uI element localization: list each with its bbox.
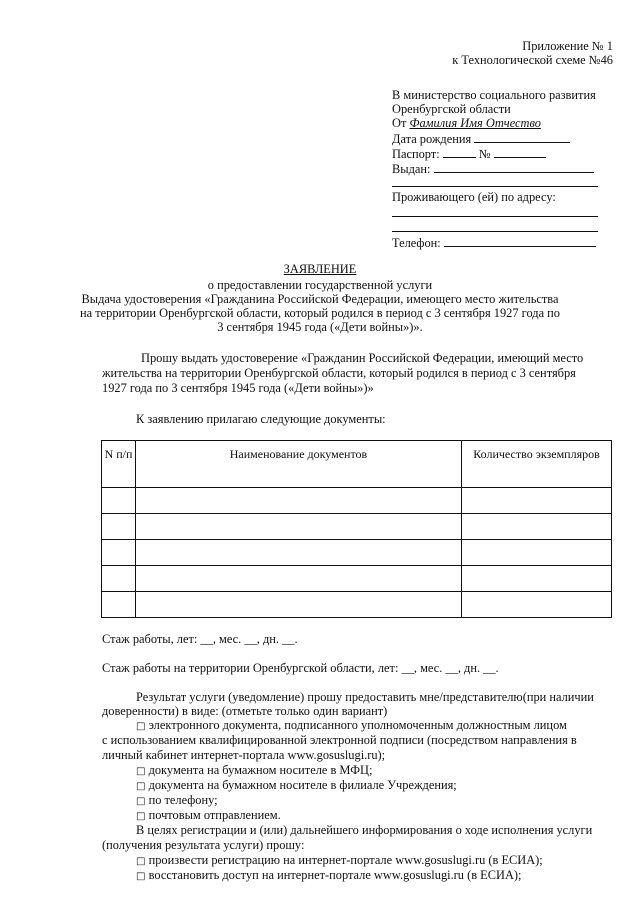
option-register-label: произвести регистрацию на интернет-портале www.gosuslugi.ru (в ЕСИА); [148,853,543,867]
option-post[interactable] [136,808,281,824]
table-row [102,540,612,566]
option-electronic-document[interactable] [136,718,567,734]
table-cell-document[interactable] [136,540,462,566]
table-header-row [102,441,612,488]
registration-intro-1: В целях регистрации и (или) дальнейшего информирования о ходе исполнения услуги [136,823,593,837]
request-line-1: Прошу выдать удостоверение «Гражданин Российской Федерации, имеющий место [141,351,584,365]
passport-number-label: № [478,147,491,161]
residence-line-2[interactable] [392,231,598,232]
checkbox-icon[interactable]: □ [136,766,146,777]
issued-label: Выдан: [392,162,431,176]
option-phone[interactable] [136,793,218,809]
checkbox-icon[interactable]: □ [136,856,146,867]
option-paper-mfc[interactable] [136,763,372,779]
table-cell-number[interactable] [102,488,136,514]
from-prefix: От [392,116,407,130]
table-cell-number[interactable] [102,592,136,618]
birth-date-blank[interactable] [474,130,570,143]
passport-field [392,145,546,161]
birth-date-field [392,130,570,146]
issued-blank[interactable] [434,160,594,173]
title-subtitle-1: о предоставлении государственной услуги [207,278,433,292]
table-cell-document[interactable] [136,514,462,540]
table-cell-number[interactable] [102,566,136,592]
passport-series-blank[interactable] [443,145,476,158]
option-phone-label: по телефону; [148,793,218,807]
addressee-line-2: Оренбургской области [392,102,511,116]
table-cell-number[interactable] [102,540,136,566]
column-header-copies: Количество экземпляров [462,441,612,488]
attachments-intro: К заявлению прилагаю следующие документы: [136,412,386,426]
table-cell-document[interactable] [136,592,462,618]
registration-intro-2: (получения результата услуги) прошу: [102,838,305,852]
option-paper-branch-label: документа на бумажном носителе в филиале Учреждения; [148,778,457,792]
table-row [102,514,612,540]
table-row [102,566,612,592]
column-header-number: N п/п [102,441,136,488]
appendix-label: Приложение № 1 [522,39,613,53]
option-restore-label: восстановить доступ на интернет-портале www.gosuslugi.ru (в ЕСИА); [148,868,522,882]
passport-number-blank[interactable] [494,145,546,158]
title-subtitle-2: Выдача удостоверения «Гражданина Российской Федерации, имеющего место жительства [81,292,559,306]
scheme-label: к Технологической схеме №46 [452,53,613,67]
issued-second-line[interactable] [392,186,598,187]
documents-table [101,440,612,618]
table-row [102,488,612,514]
option-paper-branch[interactable] [136,778,457,794]
option-electronic-continued-1: с использованием квалифицированной электронной подписи (посредством направления в [102,733,577,747]
checkbox-icon[interactable]: □ [136,796,146,807]
regional-experience-field[interactable]: Стаж работы на территории Оренбургской области, лет: __, мес. __, дн. __. [102,661,499,675]
total-experience-field[interactable]: Стаж работы, лет: __, мес. __, дн. __. [102,632,298,646]
option-electronic-continued-2: личный кабинет интернет-портала www.gosuslugi.ru); [102,748,386,762]
issued-field [392,160,594,176]
addressee-line-1: В министерство социального развития [392,88,596,102]
passport-label: Паспорт: [392,147,440,161]
checkbox-icon[interactable]: □ [136,781,146,792]
table-cell-copies[interactable] [462,566,612,592]
residence-line-1[interactable] [392,216,598,217]
phone-field [392,234,596,250]
table-row [102,592,612,618]
option-post-label: почтовым отправлением. [148,808,281,822]
option-restore[interactable] [136,868,521,884]
checkbox-icon[interactable]: □ [136,721,146,732]
table-cell-document[interactable] [136,488,462,514]
option-paper-mfc-label: документа на бумажном носителе в МФЦ; [148,763,373,777]
table-cell-copies[interactable] [462,540,612,566]
result-intro-2: доверенности) в виде: (отметьте только один вариант) [102,704,388,718]
title-subtitle-3: на территории Оренбургской области, который родился в период с 3 сентября 1927 года по [79,306,561,320]
title-subtitle-4: 3 сентября 1945 года («Дети войны»)». [217,320,423,334]
table-cell-number[interactable] [102,514,136,540]
from-line [392,116,541,130]
residence-label: Проживающего (ей) по адресу: [392,190,556,204]
column-header-document-name: Наименование документов [136,441,462,488]
table-cell-document[interactable] [136,566,462,592]
request-line-3: 1927 года по 3 сентября 1945 года («Дети войны»)» [102,381,374,395]
checkbox-icon[interactable]: □ [136,811,146,822]
table-cell-copies[interactable] [462,488,612,514]
option-electronic-label: электронного документа, подписанного уполномоченным должностным лицом [148,718,567,732]
table-cell-copies[interactable] [462,514,612,540]
phone-blank[interactable] [444,234,596,247]
document-title: ЗАЯВЛЕНИЕ [283,262,357,276]
option-register[interactable] [136,853,543,869]
phone-label: Телефон: [392,236,441,250]
table-cell-copies[interactable] [462,592,612,618]
applicant-name: Фамилия Имя Отчество [409,116,541,130]
result-intro-1: Результат услуги (уведомление) прошу предоставить мне/представителю(при наличии [136,690,594,704]
birth-date-label: Дата рождения [392,132,472,146]
request-line-2: жительства на территории Оренбургской области, который родился в период с 3 сентября [102,366,576,380]
checkbox-icon[interactable]: □ [136,871,146,882]
